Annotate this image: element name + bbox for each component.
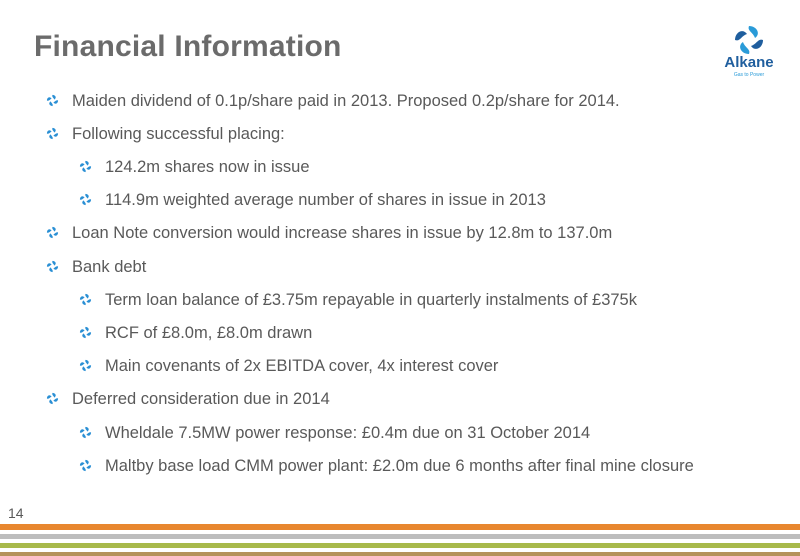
bullet-icon (46, 392, 59, 405)
logo-mark-icon (724, 24, 774, 56)
bullet-icon (79, 160, 92, 173)
sub-bullet-item (105, 455, 725, 477)
bullet-text: 114.9m weighted average number of shares in issue in 2013 (105, 191, 546, 209)
bullet-text: RCF of £8.0m, £8.0m drawn (105, 324, 313, 342)
bullet-icon (46, 260, 59, 273)
sub-bullet-item (105, 355, 498, 377)
bullet-text: Bank debt (72, 258, 147, 276)
logo-brand-name: Alkane (724, 54, 774, 71)
sub-bullet-item (105, 156, 310, 178)
bullet-icon (79, 426, 92, 439)
sub-bullet-item (105, 422, 590, 444)
bullet-icon (79, 326, 92, 339)
bullet-icon (46, 226, 59, 239)
bullet-item (72, 388, 330, 410)
stripe-brown (0, 552, 800, 556)
sub-bullet-item (105, 322, 312, 344)
bullet-item (72, 256, 146, 278)
sub-bullet-item (105, 289, 637, 311)
bullet-text: 124.2m shares now in issue (105, 158, 310, 176)
logo-tagline: Gas to Power (733, 72, 765, 78)
bullet-item (72, 90, 620, 112)
bullet-text: Main covenants of 2x EBITDA cover, 4x interest cover (105, 357, 499, 375)
bullet-text: Following successful placing: (72, 125, 285, 143)
bullet-icon (79, 459, 92, 472)
footer-stripes (0, 524, 800, 556)
bullet-text: Deferred consideration due in 2014 (72, 390, 330, 408)
slide-title: Financial Information (34, 30, 342, 63)
page-number: 14 (8, 505, 24, 521)
bullet-icon (79, 293, 92, 306)
bullet-item (72, 222, 612, 244)
bullet-icon (46, 94, 59, 107)
bullet-text: Wheldale 7.5MW power response: £0.4m due on 31 October 2014 (105, 424, 591, 442)
bullet-icon (79, 359, 92, 372)
sub-bullet-item (105, 189, 546, 211)
bullet-item (72, 123, 285, 145)
bullet-text: Maltby base load CMM power plant: £2.0m due 6 months after final mine closure (105, 457, 694, 475)
alkane-logo (716, 24, 782, 96)
bullet-icon (46, 127, 59, 140)
bullet-text: Maiden dividend of 0.1p/share paid in 2013. Proposed 0.2p/share for 2014. (72, 92, 620, 110)
bullet-icon (79, 193, 92, 206)
bullet-text: Term loan balance of £3.75m repayable in quarterly instalments of £375k (105, 291, 637, 309)
bullet-text: Loan Note conversion would increase shares in issue by 12.8m to 137.0m (72, 224, 613, 242)
